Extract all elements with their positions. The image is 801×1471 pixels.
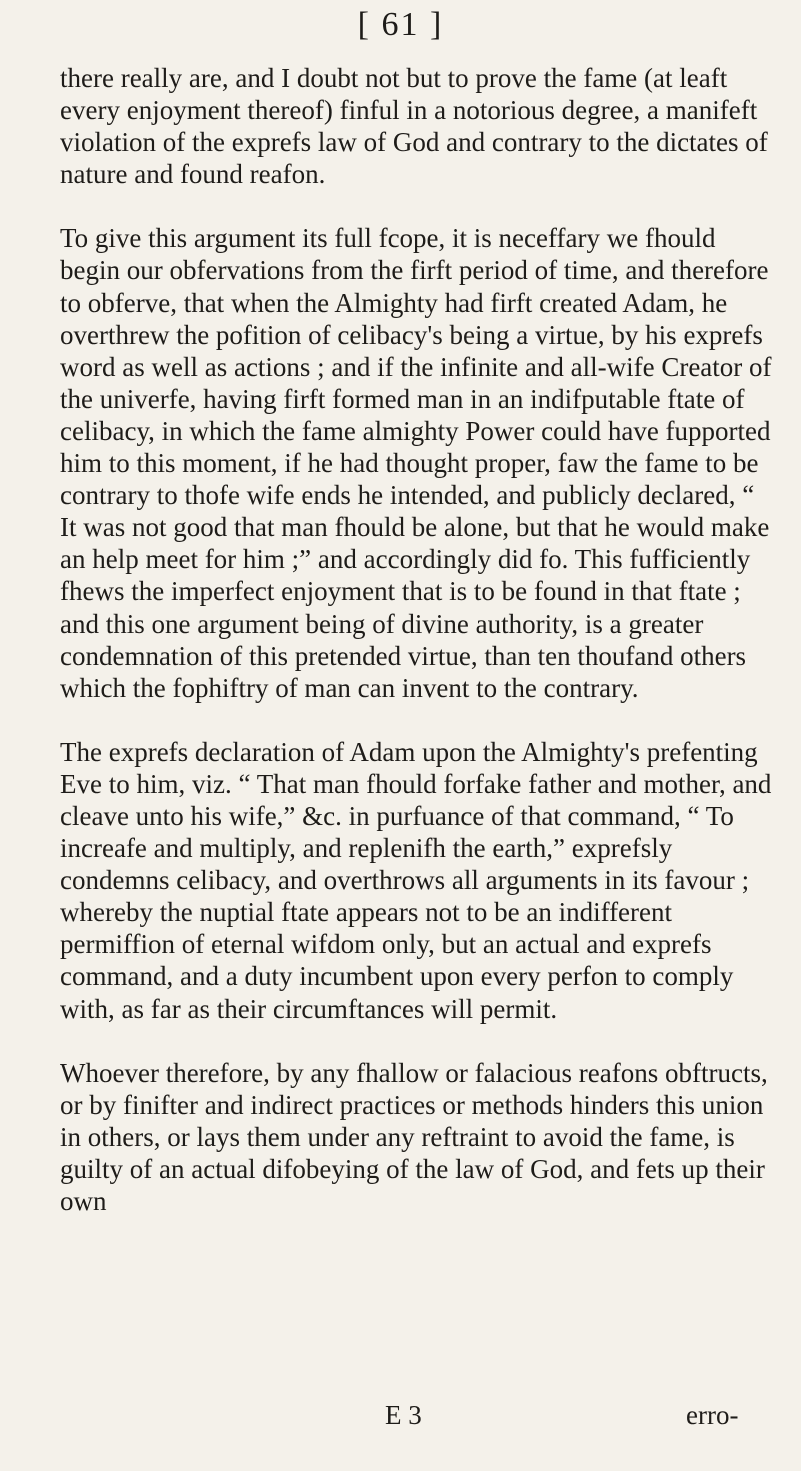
body-text (60, 62, 772, 1217)
paragraph-gap (60, 1025, 772, 1057)
paragraph-2: To give this argument its full fcope, it is neceffary we fhould begin our obfervations from the firft period of time, and therefore to obferve, that when the Almighty had firft created Adam, he overthrew the pofition of celibacy's being a virtue, by his exprefs word as well as actions ; and if the infinite and all-wife Creator of the univerfe, having firft formed man in an indifputable ftate of celibacy, in which the fame almighty Power could have fupported him to this moment, if he had thought proper, faw the fame to be contrary to thofe wife ends he intended, and publicly declared, “ It was not good that man fhould be alone, but that he would make an help meet for him ;” and accordingly did fo. This fufficiently fhews the imperfect enjoyment that is to be found in that ftate ; and this one argument being of divine authority, is a greater condemnation of this pretended virtue, than ten thoufand others which the fophiftry of man can invent to the contrary. (60, 223, 772, 703)
paragraph-4: Whoever therefore, by any fhallow or falacious reafons obftructs, or by finifter and indirect practices or methods hinders this union in others, or lays them under any reftraint to avoid the fame, is guilty of an actual difobeying of the law of God, and fets up their own (60, 1057, 768, 1216)
paragraph-3: The exprefs declaration of Adam upon the Almighty's prefenting Eve to him, viz. “ That man fhould forfake father and mother, and cleave unto his wife,” &c. in purfuance of that command, “ To increafe and multiply, and replenifh the earth,” exprefsly condemns celibacy, and overthrows all arguments in its favour ; whereby the nuptial ftate appears not to be an indifferent permiffion of eternal wifdom only, but an actual and exprefs command, and a duty incumbent upon every perfon to comply with, as far as their circumftances will permit. (60, 736, 772, 1024)
signature-mark: E 3 (385, 1400, 422, 1430)
page-number: [ 61 ] (357, 6, 444, 43)
catchword: erro- (686, 1400, 739, 1430)
paragraph-1: there really are, and I doubt not but to prove the fame (at leaft every enjoyment thereof) finful in a notorious degree, a manifeft violation of the exprefs law of God and contrary to the dictates of nature and found reafon. (60, 63, 768, 190)
paragraph-gap (60, 190, 772, 222)
page-footer (0, 1400, 801, 1440)
paragraph-gap (60, 704, 772, 736)
